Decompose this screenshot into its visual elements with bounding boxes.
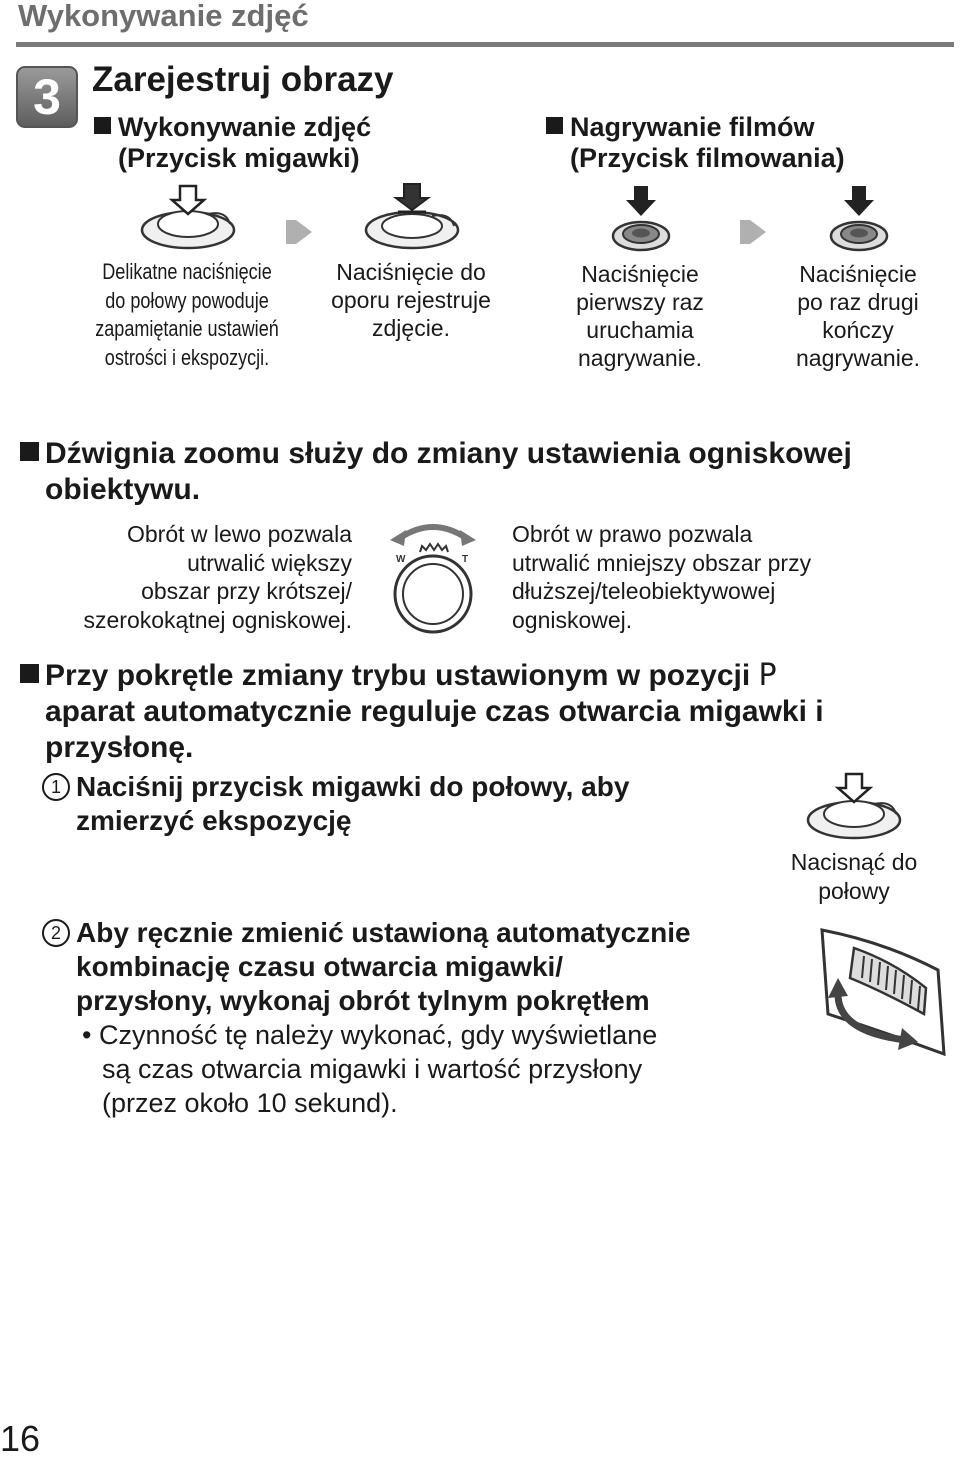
half-press-label: [772, 848, 936, 906]
text-line: Obrót w prawo pozwala: [512, 521, 753, 547]
step2-line3: przysłony, wykonaj obrót tylnym pokrętłem: [76, 985, 650, 1016]
text-line: ogniskowej.: [512, 606, 633, 633]
caption-line: kończy: [822, 317, 894, 343]
page-number: 16: [0, 1418, 41, 1459]
program-heading-line3: przysłonę.: [45, 731, 194, 764]
caption-line: pierwszy raz: [576, 289, 704, 315]
text-line: dłuższej/teleobiektywowej: [512, 578, 776, 604]
step1-line1: Naciśnij przycisk migawki do połowy, aby: [76, 771, 630, 802]
zoom-left-text: [30, 520, 352, 634]
label-line: Nacisnąć do: [790, 849, 918, 875]
movie-heading: [546, 112, 845, 174]
program-step1: [42, 770, 629, 838]
caption-line: Naciśnięcie do: [336, 259, 486, 285]
caption-line: nagrywanie.: [795, 345, 921, 371]
next-arrow-icon: [284, 212, 314, 252]
shutter-half-press-icon: [804, 772, 904, 844]
caption-line: do połowy powoduje: [105, 287, 269, 313]
text-line: utrwalić mniejszy obszar przy: [512, 549, 812, 576]
bullet-dot: •: [82, 1020, 92, 1050]
program-heading-line1: Przy pokrętle zmiany trybu ustawionym w pozycji: [45, 659, 751, 692]
photo-heading-line2: (Przycisk migawki): [118, 143, 360, 173]
movie-button-second-press-icon: [828, 186, 890, 254]
step2-circled-number: 2: [42, 919, 70, 947]
text-line: obszar przy krótszej/: [141, 578, 352, 604]
shutter-half-press-icon: [138, 184, 238, 254]
header-rule: [16, 42, 954, 47]
step-number-badge: 3: [16, 66, 78, 128]
caption-line: ostrości i ekspozycji.: [104, 344, 270, 370]
caption-line: oporu rejestruje: [331, 287, 491, 313]
photo-heading: [94, 112, 371, 174]
note-line2: są czas otwarcia migawki i wartość przysłony: [102, 1054, 643, 1084]
movie-button-first-press-icon: [610, 186, 672, 254]
full-press-caption: [306, 258, 516, 342]
bullet-square-icon: [20, 664, 39, 683]
program-heading-line2: aparat automatycznie reguluje czas otwarcia migawki i: [45, 695, 824, 728]
step2-line2: kombinację czasu otwarcia migawki/: [76, 951, 564, 982]
step1-circled-number: 1: [42, 773, 70, 801]
caption-line: Naciśnięcie: [799, 261, 917, 287]
step-title: Zarejestruj obrazy: [92, 60, 394, 99]
caption-line: uruchamia: [586, 317, 694, 343]
step2-line1: Aby ręcznie zmienić ustawioną automatycznie: [76, 917, 691, 948]
lever-t-label: T: [462, 554, 469, 565]
next-arrow-icon: [738, 212, 768, 252]
zoom-heading: [20, 436, 852, 508]
page-header-title: Wykonywanie zdjęć: [18, 0, 309, 33]
step1-line2: zmierzyć ekspozycję: [76, 805, 352, 836]
program-note: [82, 1018, 657, 1120]
caption-line: zdjęcie.: [372, 315, 450, 341]
bullet-square-icon: [546, 117, 563, 134]
photo-heading-line1: Wykonywanie zdjęć: [118, 112, 372, 142]
note-line1: Czynność tę należy wykonać, gdy wyświetlane: [98, 1020, 658, 1050]
note-line3: (przez około 10 sekund).: [102, 1088, 398, 1118]
zoom-heading-line1: Dźwignia zoomu służy do zmiany ustawienia ogniskowej: [45, 437, 852, 470]
zoom-right-text: [512, 520, 932, 634]
zoom-lever-icon: [386, 518, 480, 642]
half-press-caption: [81, 258, 293, 372]
bullet-square-icon: [94, 117, 111, 134]
text-line: Obrót w lewo pozwala: [127, 521, 352, 547]
movie-stop-caption: [762, 260, 954, 372]
movie-start-caption: [548, 260, 732, 372]
lever-w-label: W: [396, 554, 406, 565]
movie-heading-line1: Nagrywanie filmów: [570, 112, 815, 142]
zoom-heading-line2: obiektywu.: [45, 473, 201, 506]
program-heading: [20, 658, 950, 766]
caption-line: po raz drugi: [797, 289, 919, 315]
bullet-square-icon: [20, 442, 39, 461]
caption-line: nagrywanie.: [577, 345, 703, 371]
caption-line: zapamiętanie ustawień: [95, 316, 279, 341]
caption-line: Delikatne naciśnięcie: [102, 259, 272, 284]
text-line: utrwalić większy: [187, 549, 352, 576]
program-step2: [42, 916, 691, 1018]
label-line: połowy: [818, 878, 890, 904]
rear-dial-icon: [814, 922, 948, 1070]
caption-line: Naciśnięcie: [581, 261, 699, 287]
mode-p-symbol: P: [758, 658, 777, 693]
text-line: szerokokątnej ogniskowej.: [83, 606, 352, 633]
shutter-full-press-icon: [362, 184, 462, 254]
movie-heading-line2: (Przycisk filmowania): [570, 143, 845, 173]
